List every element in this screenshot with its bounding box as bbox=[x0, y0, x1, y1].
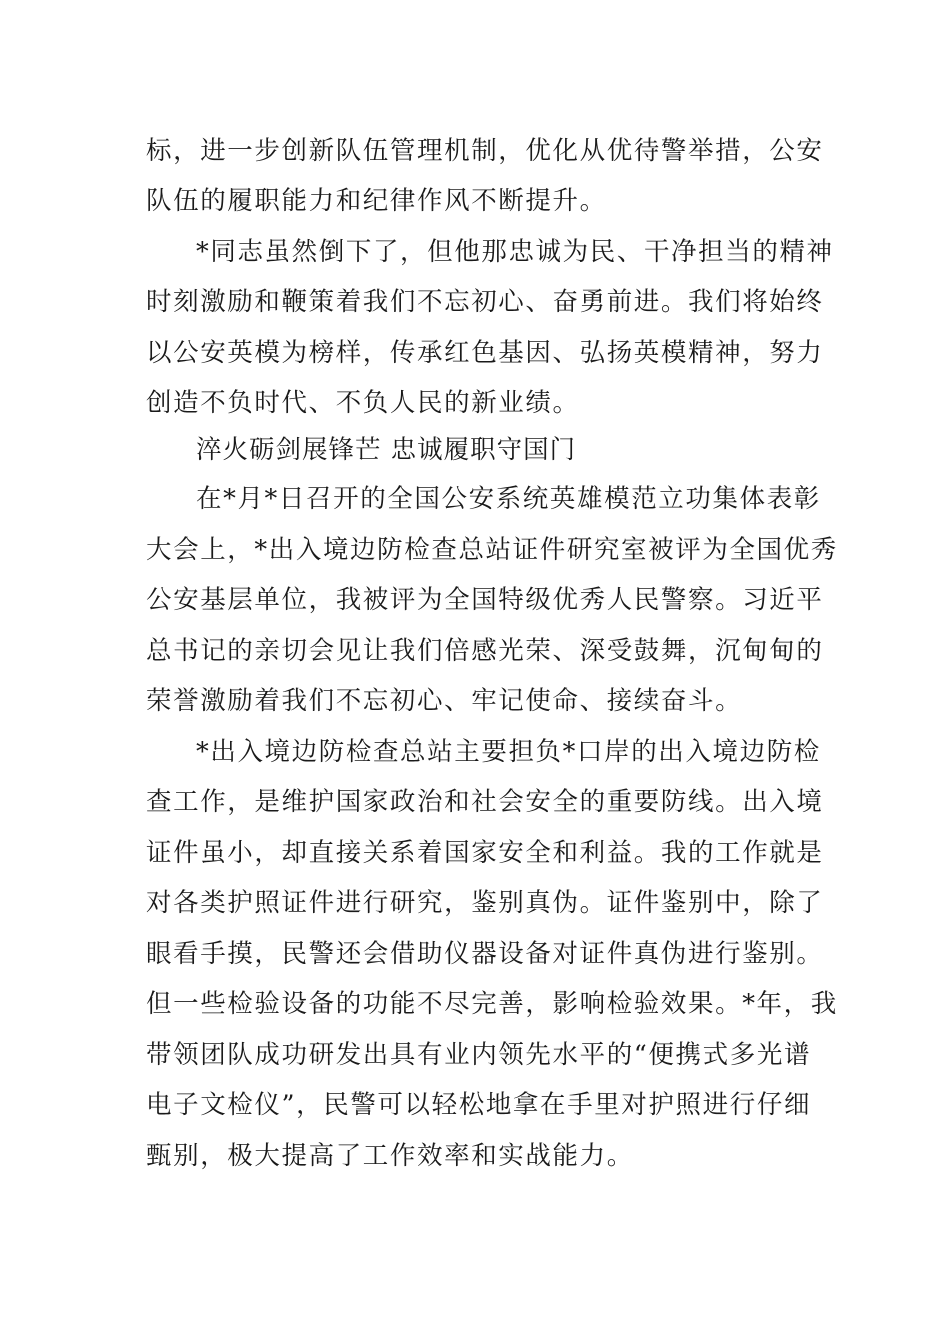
paragraph-line: 带领团队成功研发出具有业内领先水平的“便携式多光谱 bbox=[146, 1040, 812, 1070]
paragraph-line: 时刻激励和鞭策着我们不忘初心、奋勇前进。我们将始终 bbox=[146, 287, 824, 317]
paragraph-line: 但一些检验设备的功能不尽完善，影响检验效果。*年，我 bbox=[146, 989, 838, 1019]
paragraph-line: 创造不负时代、不负人民的新业绩。 bbox=[146, 388, 580, 418]
paragraph-line: *同志虽然倒下了，但他那忠诚为民、干净担当的精神 bbox=[196, 237, 834, 267]
paragraph-line: 大会上，*出入境边防检查总站证件研究室被评为全国优秀 bbox=[146, 535, 838, 565]
paragraph-line: 在*月*日召开的全国公安系统英雄模范立功集体表彰 bbox=[196, 484, 821, 514]
paragraph-line: 荣誉激励着我们不忘初心、牢记使命、接续奋斗。 bbox=[146, 686, 743, 716]
paragraph-line: 证件虽小，却直接关系着国家安全和利益。我的工作就是 bbox=[146, 838, 824, 868]
section-heading: 淬火砺剑展锋芒 忠诚履职守国门 bbox=[196, 435, 577, 465]
paragraph-line: 眼看手摸，民警还会借助仪器设备对证件真伪进行鉴别。 bbox=[146, 939, 824, 969]
paragraph-line: 查工作，是维护国家政治和社会安全的重要防线。出入境 bbox=[146, 787, 824, 817]
paragraph-line: 甄别，极大提高了工作效率和实战能力。 bbox=[146, 1141, 634, 1171]
paragraph-line: 对各类护照证件进行研究，鉴别真伪。证件鉴别中，除了 bbox=[146, 888, 824, 918]
paragraph-line: 队伍的履职能力和纪律作风不断提升。 bbox=[146, 186, 607, 216]
paragraph-line: 电子文检仪”，民警可以轻松地拿在手里对护照进行仔细 bbox=[146, 1090, 812, 1120]
paragraph-line: 公安基层单位，我被评为全国特级优秀人民警察。习近平 bbox=[146, 585, 824, 615]
paragraph-line: 标，进一步创新队伍管理机制，优化从优待警举措，公安 bbox=[146, 136, 824, 166]
paragraph-line: *出入境边防检查总站主要担负*口岸的出入境边防检 bbox=[196, 737, 821, 767]
paragraph-line: 总书记的亲切会见让我们倍感光荣、深受鼓舞，沉甸甸的 bbox=[146, 636, 824, 666]
paragraph-line: 以公安英模为榜样，传承红色基因、弘扬英模精神，努力 bbox=[146, 338, 824, 368]
